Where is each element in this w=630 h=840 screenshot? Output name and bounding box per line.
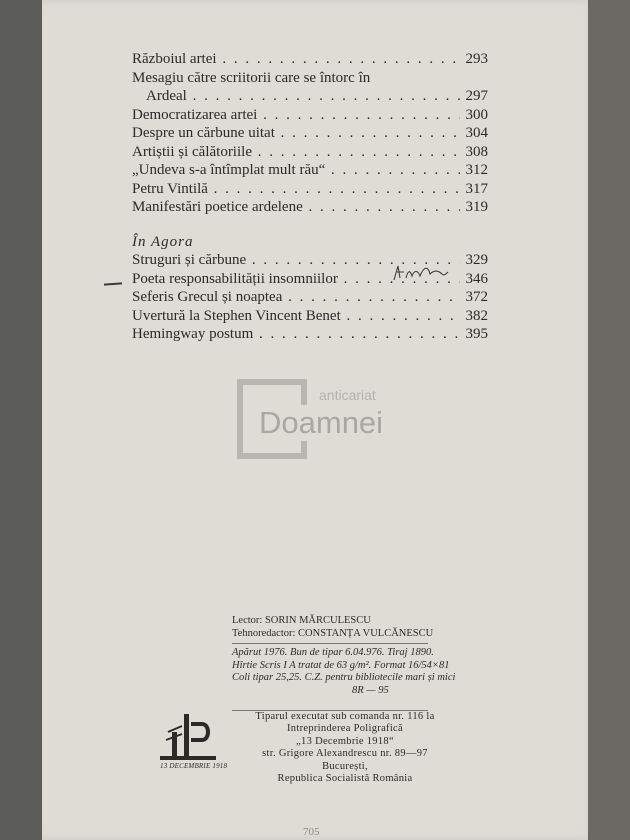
colophon-line: 8R — 95 (352, 684, 389, 696)
toc-entry-page: 372 (465, 289, 488, 305)
divider (232, 643, 428, 644)
toc-entry-page: 297 (465, 88, 488, 104)
printer-line: Republica Socialistă România (277, 773, 413, 785)
toc-entry (132, 87, 488, 106)
toc-entry-title: Războiul artei . . . (132, 50, 460, 69)
toc-entry (132, 307, 488, 326)
watermark-text-large: Doamnei (255, 405, 387, 441)
colophon-line: Apărut 1976. Bun de tipar 6.04.976. Tiraj 1890. (232, 647, 434, 658)
toc-entry-page: 395 (465, 326, 488, 342)
toc-entry-title: Seferis Grecul și noaptea . . . (132, 288, 460, 307)
table-of-contents (132, 50, 488, 344)
toc-entry (132, 50, 488, 69)
toc-entry-page: 312 (465, 162, 488, 178)
toc-entry-title: Poeta responsabilității insomniilor . . . (132, 270, 460, 289)
toc-entry-title: „Undeva s-a întîmplat mult rău“ . . . (132, 161, 460, 180)
page-edge (588, 0, 630, 840)
toc-entry-title: Artiștii și călătoriile . . . (132, 143, 460, 162)
printer-line: București, (322, 760, 368, 772)
toc-entry-title: Struguri și cărbune . . . (132, 251, 460, 270)
toc-entry-page: 308 (465, 143, 488, 160)
toc-entry-title: Manifestări poetice ardelene . . . (132, 198, 460, 217)
colophon-line: Hîrtie Scris I A tratat de 63 g/m². Format 16/54×81 (232, 659, 450, 671)
printer-logo-label: 13 DECEMBRIE 1918 (160, 762, 228, 770)
credit-label: Tehnoredactor: (232, 627, 296, 639)
toc-entry-page: 304 (465, 125, 488, 141)
toc-entry-page: 346 (465, 270, 488, 287)
toc-entry (132, 106, 488, 125)
toc-entry (132, 180, 488, 199)
credit-name: CONSTANȚA VULCĂNESCU (298, 627, 434, 639)
toc-entry (132, 198, 488, 217)
printer-line: „13 Decembrie 1918“ (296, 735, 394, 747)
credit-lector (232, 615, 433, 628)
colophon-line: Coli tipar 25,25. C.Z. pentru bibliotecile mari și mici (232, 672, 456, 683)
toc-entry-page: 329 (465, 252, 488, 268)
watermark-text-small: anticariat (319, 387, 376, 403)
toc-entry-title: Democratizarea artei . . . (132, 106, 460, 125)
toc-entry (132, 325, 488, 344)
toc-entry-title: Mesagiu către scriitorii care se întorc în (132, 69, 371, 86)
section-title: În Agora (132, 233, 194, 250)
credits (232, 615, 433, 640)
colophon (232, 647, 455, 697)
toc-entry-title: Uvertură la Stephen Vincent Benet . . . (132, 307, 460, 326)
printer-info (250, 711, 440, 785)
toc-entry-title: Hemingway postum . . . (132, 325, 460, 344)
toc-entry (132, 288, 488, 307)
toc-entry-title: Petru Vintilă . . . (132, 180, 460, 199)
handwritten-signature (390, 262, 450, 284)
printer-line: Tiparul executat sub comanda nr. 116 la (255, 711, 435, 722)
toc-entry-page: 317 (465, 180, 488, 197)
credit-tehnoredactor (232, 628, 433, 641)
printer-line: Intreprinderea Poligrafică (287, 723, 403, 735)
toc-entry-page: 382 (465, 307, 488, 324)
printer-line: str. Grigore Alexandrescu nr. 89—97 (262, 748, 428, 760)
credit-name: SORIN MĂRCULESCU (264, 615, 371, 626)
toc-entry-title-continued: Ardeal . . . (132, 87, 460, 106)
toc-entry-page: 300 (465, 106, 488, 123)
toc-entry-page: 319 (465, 199, 488, 215)
credit-label: Lector: (232, 615, 263, 626)
toc-entry-title: Despre un cărbune uitat . . . (132, 124, 460, 143)
toc-entry (132, 161, 488, 180)
toc-entry (132, 143, 488, 162)
page-number: 705 (303, 826, 320, 838)
toc-entry (132, 124, 488, 143)
watermark-logo (237, 379, 407, 461)
toc-entry-page: 293 (465, 51, 488, 67)
toc-entry (132, 69, 488, 88)
